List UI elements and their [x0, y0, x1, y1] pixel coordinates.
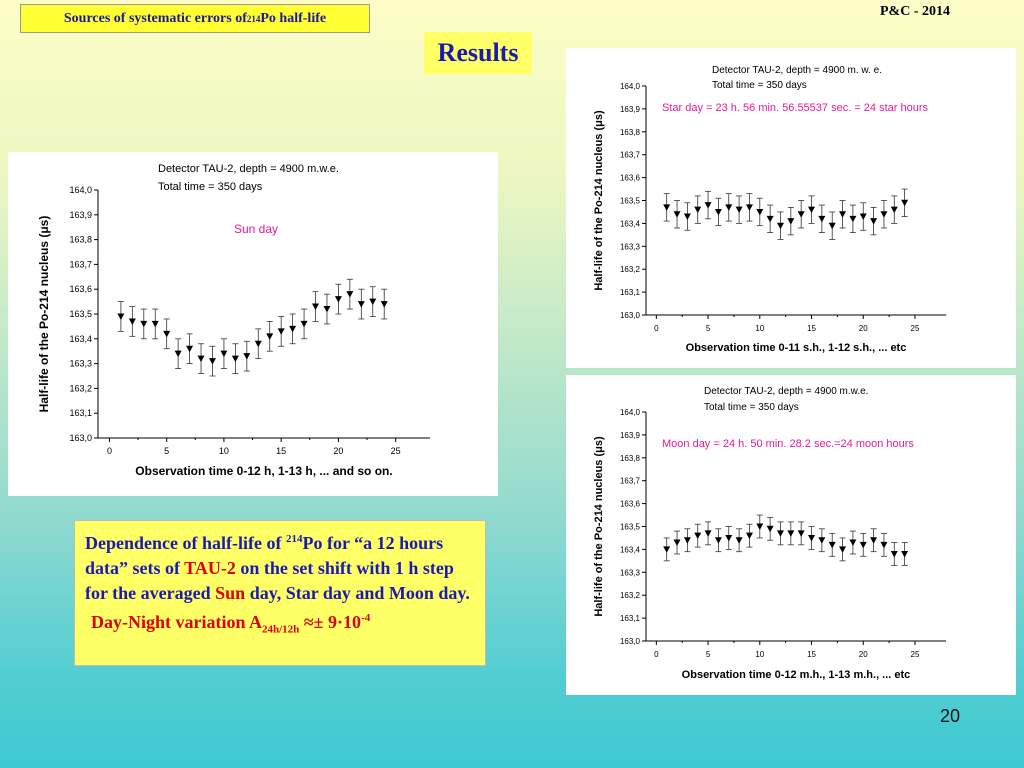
y-tick-label: 164,0	[69, 185, 92, 195]
chart-title-line2: Total time = 350 days	[704, 402, 799, 413]
y-tick-label: 163,3	[619, 242, 640, 252]
x-tick-label: 0	[654, 650, 659, 659]
data-point	[715, 537, 722, 544]
header-sup: 214	[246, 13, 261, 24]
data-point	[777, 530, 784, 537]
chart-panel-star	[566, 48, 1016, 368]
data-point	[891, 551, 898, 558]
data-point	[705, 530, 712, 537]
chart-title-line2: Total time = 350 days	[712, 80, 807, 91]
x-tick-label: 25	[390, 446, 401, 456]
chart-star-day	[566, 48, 1016, 368]
data-point	[198, 356, 205, 363]
data-point	[818, 537, 825, 544]
data-point	[849, 540, 856, 547]
y-tick-label: 163,1	[619, 614, 640, 624]
desc-text-3: on the set shift with 1 h step for the averaged	[85, 558, 454, 603]
data-point	[870, 218, 877, 225]
x-tick-label: 15	[807, 650, 816, 659]
data-point	[186, 346, 193, 353]
x-tick-label: 10	[218, 446, 229, 456]
variation-text: Day-Night variation A	[91, 612, 262, 632]
y-tick-label: 163,4	[69, 333, 92, 344]
data-point	[220, 351, 227, 358]
chart-title-line1: Detector TAU-2, depth = 4900 m.w.e.	[704, 386, 869, 397]
data-point	[767, 216, 774, 223]
data-point	[663, 204, 670, 211]
y-axis-label: Half-life of the Po-214 nucleus (μs)	[593, 110, 605, 291]
y-tick-label: 163,1	[619, 288, 640, 298]
y-tick-label: 163,3	[619, 568, 640, 578]
y-tick-label: 163,5	[69, 309, 92, 319]
x-tick-label: 5	[705, 650, 711, 659]
chart-title-line2: Total time = 350 days	[158, 181, 263, 193]
x-tick-label: 20	[333, 446, 344, 456]
data-point	[756, 524, 763, 531]
data-point	[777, 223, 784, 230]
data-point	[808, 535, 815, 542]
variation-sub: 24h/12h	[262, 623, 300, 636]
data-point	[663, 546, 670, 553]
y-tick-label: 163,9	[69, 209, 92, 220]
x-tick-label: 15	[807, 324, 816, 333]
y-tick-label: 163,7	[69, 259, 92, 270]
variation-exp: -4	[361, 612, 371, 624]
data-point	[891, 207, 898, 214]
data-point	[808, 207, 815, 214]
data-point	[901, 200, 908, 207]
data-point	[255, 341, 262, 348]
y-axis-label: Half-life of the Po-214 nucleus (μs)	[593, 436, 605, 617]
data-point	[243, 353, 250, 360]
data-point	[381, 301, 388, 308]
data-point	[746, 204, 753, 211]
y-tick-label: 163,8	[69, 234, 92, 245]
chart-title-line1: Detector TAU-2, depth = 4900 m.w.e.	[158, 163, 339, 175]
chart-title-line1: Detector TAU-2, depth = 4900 m. w. e.	[712, 65, 882, 76]
conference-label: P&C - 2014	[880, 4, 950, 19]
data-point	[746, 533, 753, 540]
chart-panel-sun	[8, 152, 498, 496]
data-point	[839, 211, 846, 218]
y-tick-label: 163,7	[619, 476, 640, 486]
y-tick-label: 164,0	[619, 82, 640, 91]
x-axis-label: Observation time 0-12 h, 1-13 h, ... and so on.	[135, 464, 393, 478]
data-point	[798, 530, 805, 537]
y-tick-label: 163,5	[619, 196, 640, 206]
y-tick-label: 163,0	[619, 637, 640, 646]
data-point	[175, 351, 182, 358]
y-tick-label: 163,9	[619, 104, 640, 114]
desc-text-1: Dependence of half-life of	[85, 533, 286, 553]
data-point	[767, 526, 774, 533]
data-point	[369, 299, 376, 306]
page-number: 20	[940, 706, 961, 726]
chart-annotation: Star day = 23 h. 56 min. 56.55537 sec. = 24 star hours	[662, 102, 928, 114]
data-point	[829, 542, 836, 549]
y-tick-label: 163,0	[69, 433, 92, 443]
x-axis-label: Observation time 0-12 m.h., 1-13 m.h., ... etc	[681, 669, 911, 681]
data-point	[829, 223, 836, 230]
chart-panel-moon	[566, 375, 1016, 695]
header-text-pre: Sources of systematic errors of	[63, 10, 247, 26]
data-point	[335, 296, 342, 303]
desc-tau2: TAU-2	[184, 558, 236, 578]
data-point	[818, 216, 825, 223]
data-point	[860, 214, 867, 221]
x-tick-label: 20	[858, 324, 868, 333]
data-point	[129, 318, 136, 325]
desc-sun: Sun	[215, 583, 246, 603]
data-point	[849, 216, 856, 223]
data-point	[870, 537, 877, 544]
data-point	[140, 321, 147, 328]
data-point	[715, 209, 722, 216]
data-point	[278, 328, 285, 335]
data-point	[346, 291, 353, 298]
x-tick-label: 10	[755, 324, 765, 333]
data-point	[705, 202, 712, 209]
y-tick-label: 163,6	[619, 173, 640, 183]
data-point	[839, 546, 846, 553]
data-point	[787, 218, 794, 225]
y-tick-label: 163,3	[69, 358, 92, 369]
data-point	[674, 540, 681, 547]
description-box	[74, 520, 486, 666]
chart-annotation: Sun day	[234, 222, 279, 236]
x-tick-label: 20	[858, 650, 868, 659]
x-tick-label: 15	[276, 446, 287, 456]
data-point	[117, 313, 124, 320]
variation-value: ≈± 9·10	[299, 612, 362, 632]
data-point	[756, 209, 763, 216]
y-tick-label: 163,9	[619, 430, 640, 440]
y-tick-label: 163,6	[619, 499, 640, 509]
desc-sup-1: 214	[285, 533, 303, 545]
y-tick-label: 164,0	[619, 408, 640, 417]
slide-header	[20, 4, 370, 33]
data-point	[880, 211, 887, 218]
data-point	[725, 204, 732, 211]
results-title: Results	[424, 32, 532, 74]
y-axis-label: Half-life of the Po-214 nucleus (μs)	[37, 215, 51, 413]
x-axis-label: Observation time 0-11 s.h., 1-12 s.h., ... etc	[685, 342, 907, 354]
data-point	[312, 304, 319, 311]
data-point	[674, 211, 681, 218]
data-point	[736, 537, 743, 544]
y-tick-label: 163,7	[619, 150, 640, 160]
data-point	[694, 207, 701, 214]
data-point	[684, 537, 691, 544]
y-tick-label: 163,6	[69, 284, 92, 295]
desc-text-2: Po for “a 12 hours data” sets of	[85, 533, 444, 578]
y-tick-label: 163,2	[619, 591, 640, 601]
data-point	[289, 326, 296, 333]
x-tick-label: 0	[106, 446, 112, 456]
data-point	[787, 530, 794, 537]
data-point	[684, 214, 691, 221]
data-point	[736, 207, 743, 214]
y-tick-label: 163,8	[619, 453, 640, 463]
chart-sun-day	[8, 152, 498, 496]
x-tick-label: 5	[705, 324, 711, 333]
data-point	[323, 306, 330, 313]
data-point	[301, 321, 308, 328]
y-tick-label: 163,5	[619, 522, 640, 532]
y-tick-label: 163,2	[69, 383, 92, 394]
x-tick-label: 25	[910, 324, 920, 333]
data-point	[163, 331, 170, 338]
y-tick-label: 163,4	[619, 219, 640, 229]
y-tick-label: 163,4	[619, 545, 640, 555]
x-tick-label: 5	[164, 446, 170, 456]
data-point	[725, 535, 732, 542]
y-tick-label: 163,8	[619, 127, 640, 137]
y-tick-label: 163,0	[619, 311, 640, 320]
data-point	[232, 356, 239, 363]
description-paragraph	[85, 527, 475, 606]
y-tick-label: 163,1	[69, 408, 92, 419]
data-point	[209, 358, 216, 365]
data-point	[694, 533, 701, 540]
x-tick-label: 10	[755, 650, 765, 659]
day-night-variation	[85, 606, 475, 643]
data-point	[901, 551, 908, 558]
data-point	[880, 542, 887, 549]
x-tick-label: 25	[910, 650, 920, 659]
data-point	[152, 321, 159, 328]
data-point	[860, 542, 867, 549]
data-point	[358, 301, 365, 308]
data-point	[266, 333, 273, 340]
x-tick-label: 0	[654, 324, 659, 333]
header-text-post: Po half-life	[260, 10, 327, 26]
y-tick-label: 163,2	[619, 265, 640, 275]
chart-annotation: Moon day = 24 h. 50 min. 28.2 sec.=24 moon hours	[662, 438, 914, 450]
desc-text-4: day, Star day and Moon day.	[245, 583, 470, 603]
data-point	[798, 211, 805, 218]
chart-moon-day	[566, 375, 1016, 695]
